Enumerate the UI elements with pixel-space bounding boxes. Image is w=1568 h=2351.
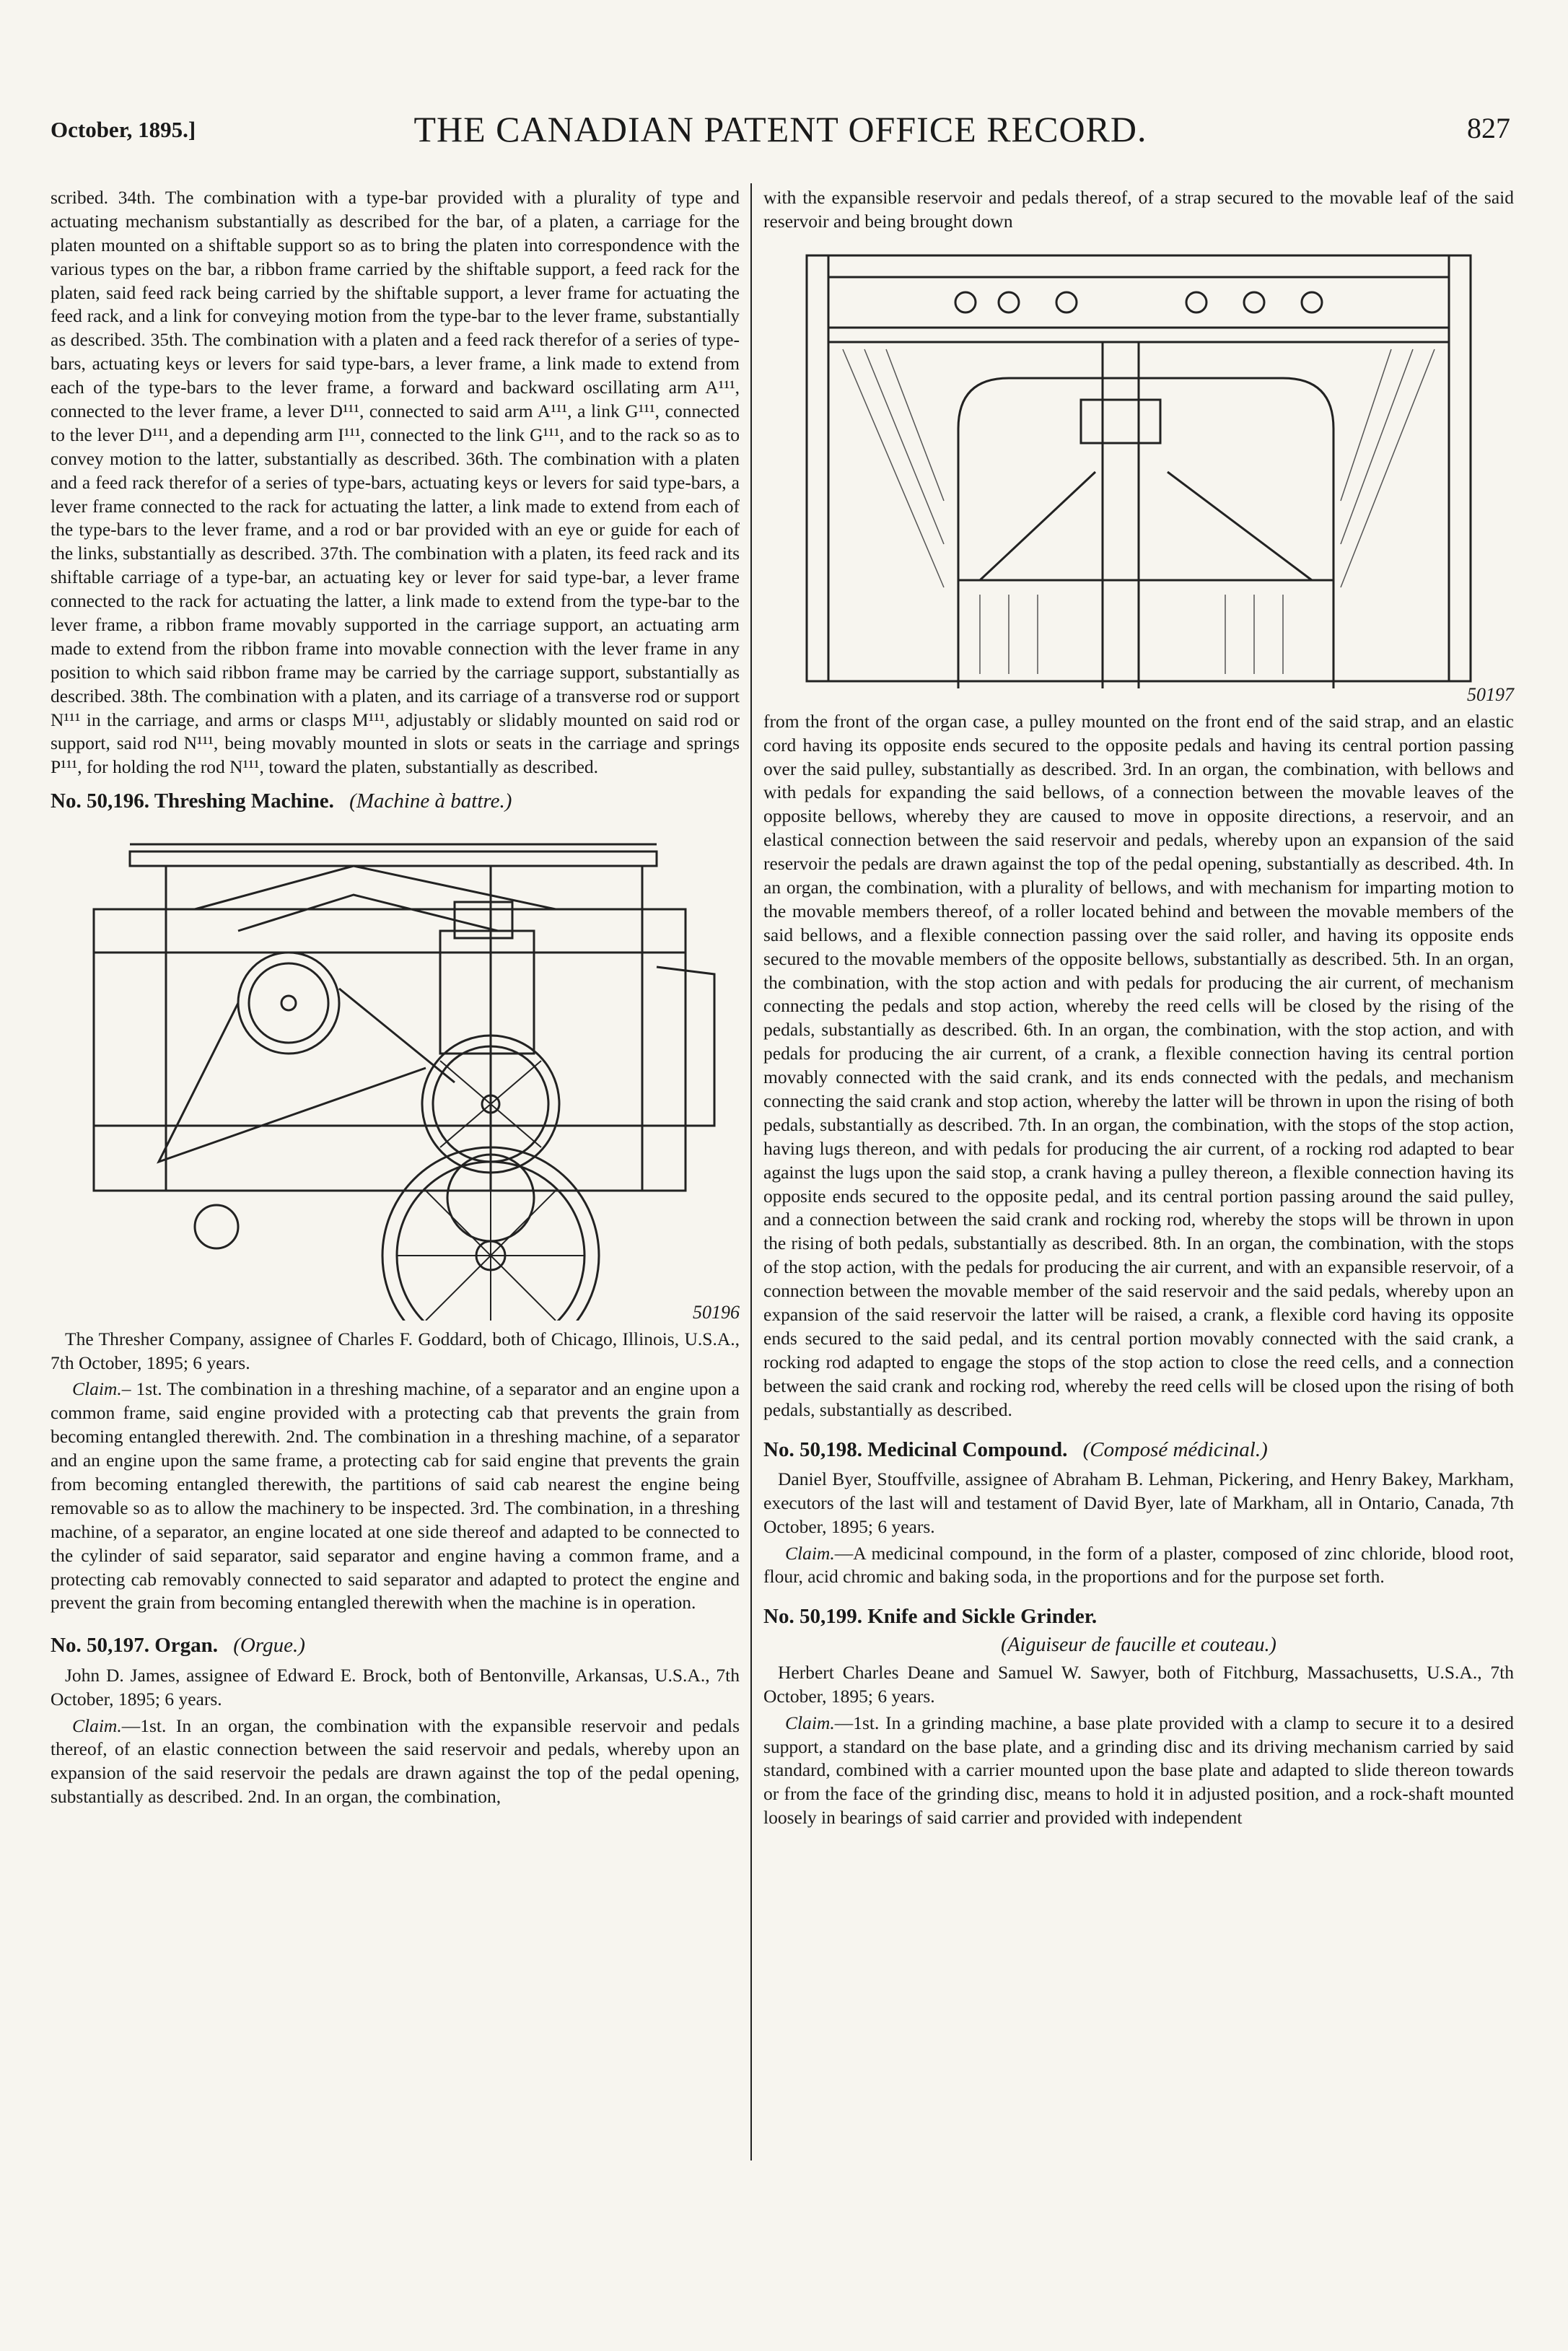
claim-label: Claim. xyxy=(785,1542,835,1564)
patent-owner-50196: The Thresher Company, assignee of Charles F. Goddard, both of Chicago, Illinois, U.S.A., 7th October, 1895; 6 years. xyxy=(51,1328,740,1373)
left-column xyxy=(51,186,740,1812)
patent-number: No. 50,198. xyxy=(763,1437,862,1461)
issue-date: October, 1895.] xyxy=(51,117,196,142)
patent-name: Organ. xyxy=(154,1634,219,1658)
patent-heading-50199 xyxy=(763,1603,1514,1630)
continued-claim-top: with the expansible reservoir and pedals thereof, of a strap secured to the movable leaf of the said reservoir and being brought down xyxy=(763,187,1514,232)
claim-text: —1st. In a grinding machine, a base plate provided with a clamp to secure it to a desired support, a standard on the base plate, and a grinding disc and its driving mechanism carried by said standard, combined with a carrier mounted upon the base plate and adapted to slide thereon towards or from the face of the grinding disc, means to hold it in adjusted position, and a rock-shaft mounted loosely in bearings of said carrier and provided with independent xyxy=(763,1712,1514,1829)
organ-drawing xyxy=(763,241,1514,703)
patent-claim-50196 xyxy=(51,1378,740,1615)
continued-claims-text: scribed. 34th. The combination with a type-bar provided with a plurality of type and actuating mechanism substantially as described for the bar, of a platen, a carriage for the platen mounted on a shiftable support so as to bring the platen into correspondence with the various types on the bar, a ribbon frame carried by the shiftable support, a feed rack for the platen, said feed rack being carried by the shiftable support, a lever frame for actuating the feed rack, and a link for conveying motion from the type-bar to the lever frame, substantially as described. 35th. The combination with a platen and a feed rack therefor of a series of type-bars, actuating keys or levers for said type-bars, a lever frame, a link made to extend from each of the type-bars to the lever frame, a forward and backward oscillating arm A¹¹¹, connected to the lever frame, a lever D¹¹¹, connected to said arm A¹¹¹, a link G¹¹¹, connected to the lever D¹¹¹, and a depending arm I¹¹¹, connected to the link G¹¹¹, and to the rack so as to convey motion to the latter, substantially as described. 36th. The combination with a platen and a feed rack therefor of a series of type-bars, actuating keys or levers for said type-bars, a lever frame connected to the rack for actuating the latter, a link made to extend from each of the type-bars to the lever frame, and a rod or bar provided with an eye or guide for each of the links, substantially as described. 37th. The combination with a platen, its feed rack and its shiftable carriage of a type-bar, an actuating key or lever for said type-bar, a lever frame connected to the rack for actuating the latter, a link made to extend from the type-bar to the lever frame, a ribbon frame movably supported in the carriage support, an actuating arm made to extend from the ribbon frame into movable connection with the lever frame in any position to which said ribbon frame may be carried by the carriage support, substantially as described. 38th. The combination with a platen, and its carriage of a transverse rod or support N¹¹¹ in the carriage, and arms or clasps M¹¹¹, adjustably or slidably mounted on said rod or support, said rod N¹¹¹, being movably mounted in slots or seats in the carriage and springs P¹¹¹, for holding the rod N¹¹¹, toward the platen, substantially as described. xyxy=(51,187,740,778)
patent-owner-50199: Herbert Charles Deane and Samuel W. Sawyer, both of Fitchburg, Massachusetts, U.S.A., 7th October, 1895; 6 years. xyxy=(763,1661,1514,1707)
patent-heading-50198 xyxy=(763,1437,1514,1463)
patent-name: Knife and Sickle Grinder. xyxy=(867,1605,1098,1629)
patent-claim-50199 xyxy=(763,1712,1514,1830)
page-number: 827 xyxy=(1467,112,1510,144)
patent-heading-50196 xyxy=(51,788,740,815)
continued-claim-bottom: from the front of the organ case, a pulley mounted on the front end of the said strap, and an elastic cord having its opposite ends secured to the opposite pedals and having its central portion passing over the said pulley, substantially as described. 3rd. In an organ, the combination, with bellows and with pedals for expanding the said bellows, of a connection between the movable leaves of the opposite bellows, whereby they are caused to move in opposite directions, a reservoir, and an elastical connection between the said reservoir and pedals, whereby upon an expansion of the said reservoir the pedals are drawn against the top of the pedal opening, substantially as described. 4th. In an organ, the combination, with a plurality of bellows, and with mechanism for imparting motion to the movable members thereof, of a roller located behind and between the movable members of the said bellows, and a flexible connection passing over the said roller, and having its opposite ends secured to the movable members of the opposite bellows, substantially as described. 5th. In an organ, the combination, with the stop action and with pedals for producing the air current, of mechanism connecting the pedals and stop action, whereby the reed cells will be closed by the rising of the pedals, substantially as described. 6th. In an organ, the combination, with the stop action, and with pedals for producing the air current, of a crank, a flexible connection having its central portion movably connected with the said crank, and its ends connected with the pedals, and mechanism connecting the said crank and stop action, whereby the latter will be thrown in upon the rising of both pedals, substantially as described. 7th. In an organ, the combination, with the stops of the stop action, having lugs thereon, and with pedals for producing the air current, of a rocking rod adapted to bear against the lugs upon the said stop, a crank having a pulley thereon, a flexible connection having its opposite ends secured to the opposite pedal, and its central portion passing around the said pulley, and a connection between the said crank and rocking rod, whereby the stops will be thrown in upon the rising of both pedals, substantially as described. 8th. In an organ, the combination, with the stops of the stop action, with the pedals for producing the air current, and with an expansible reservoir, of a connection between the movable member of the said reservoir and the said pedals, whereby upon an expansion of the said reservoir the latter will be raised, a crank, a flexible cord having its opposite ends secured to the said pedal, and its central portion movably connected with the said crank, a rocking rod adapted to engage the stops of the stop action to close the reed cells, and a connection between the said crank and rocking rod, whereby the reed cells will be closed upon the rising of both pedals, substantially as described. xyxy=(763,710,1514,1420)
patent-owner-50197: John D. James, assignee of Edward E. Brock, both of Bentonville, Arkansas, U.S.A., 7th October, 1895; 6 years. xyxy=(51,1664,740,1709)
patent-number: No. 50,197. xyxy=(51,1634,149,1658)
patent-claim-50197 xyxy=(51,1715,740,1810)
right-column xyxy=(763,186,1514,1833)
patent-heading-50197 xyxy=(51,1632,740,1659)
patent-french-name: (Machine à battre.) xyxy=(349,789,512,813)
claim-label: Claim. xyxy=(785,1712,835,1733)
figure-number: 50197 xyxy=(1467,684,1514,706)
claim-text: —1st. In an organ, the combination with the expansible reservoir and pedals thereof, of an elastic connection between the said reservoir and pedals, whereby upon an expansion of the said reservoir the pedals are drawn against the top of the pedal opening, substantially as described. 2nd. In an organ, the combination, xyxy=(51,1715,740,1808)
patent-french-name: (Aiguiseur de faucille et couteau.) xyxy=(1001,1633,1276,1656)
organ-figure xyxy=(763,241,1514,706)
patent-claim-50198 xyxy=(763,1542,1514,1590)
claim-text: – 1st. The combination in a threshing machine, of a separator and an engine upon a common frame, said engine provided with a protecting cab that prevents the grain from becoming entangled therewith. 2nd. The combination in a threshing machine, of a separator and an engine upon the same frame, a protecting cab for said engine that prevents the grain from becoming entangled therewith, the partitions of said cab nearest the engine being removable so as to allow the machinery to be inspected. 3rd. The combination, in a threshing machine, of a separator, an engine located at one side thereof and adapted to be connected to the cylinder of said separator, said separator and engine having a common frame, and a protecting cab removably connected to said separator and adapted to protect the engine and prevent the grain from becoming entangled therewith when the machine is in operation. xyxy=(51,1378,740,1614)
patent-number: No. 50,199. xyxy=(763,1605,862,1629)
patent-french-name: (Orgue.) xyxy=(233,1634,305,1658)
page-header xyxy=(51,108,1510,166)
patent-owner-50198: Daniel Byer, Stouffville, assignee of Abraham B. Lehman, Pickering, and Henry Bakey, Markham, executors of the last will and testament of David Byer, late of Markham, all in Ontario, Canada, 7th October, 1895; 6 years. xyxy=(763,1468,1514,1537)
publication-title: THE CANADIAN PATENT OFFICE RECORD. xyxy=(413,109,1147,149)
claim-text: —A medicinal compound, in the form of a plaster, composed of zinc chloride, blood root, flour, acid chromic and baking soda, in the proportions and for the purpose set forth. xyxy=(763,1542,1514,1588)
patent-number: No. 50,196. xyxy=(51,789,149,813)
claim-label: Claim. xyxy=(72,1378,122,1400)
column-divider xyxy=(750,183,752,2160)
figure-number: 50196 xyxy=(693,1302,740,1323)
threshing-machine-drawing xyxy=(51,823,740,1321)
threshing-machine-figure xyxy=(51,823,740,1321)
patent-name: Threshing Machine. xyxy=(154,789,334,813)
patent-name: Medicinal Compound. xyxy=(867,1437,1068,1461)
claim-label: Claim. xyxy=(72,1715,122,1736)
patent-french-name: (Composé médicinal.) xyxy=(1082,1437,1268,1461)
